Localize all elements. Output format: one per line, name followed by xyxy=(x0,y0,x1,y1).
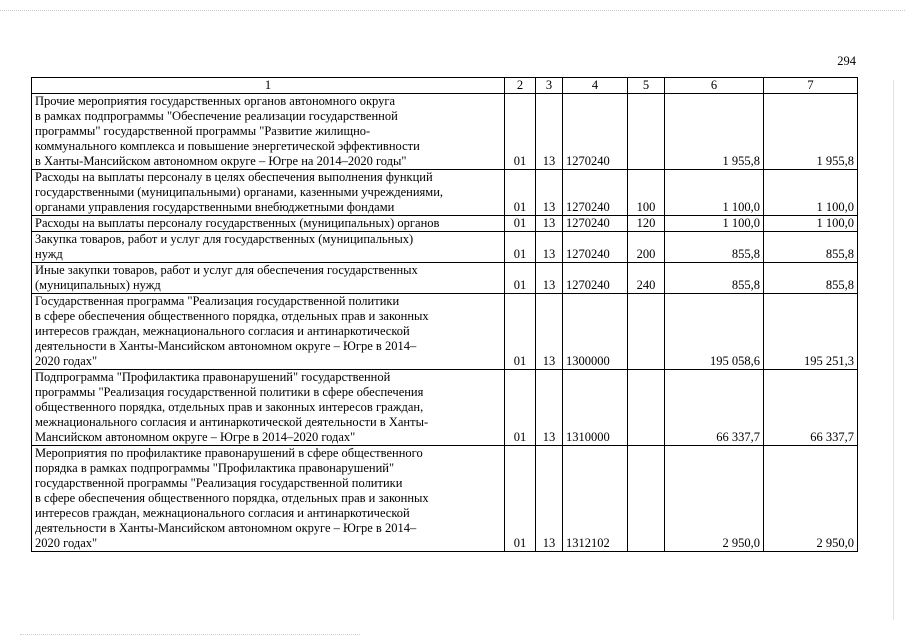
subsection-code: 13 xyxy=(536,216,563,232)
table-row xyxy=(32,94,858,170)
page-number: 294 xyxy=(837,54,856,68)
column-header-7: 7 xyxy=(764,78,858,94)
subsection-code: 13 xyxy=(536,370,563,446)
subsection-code: 13 xyxy=(536,294,563,370)
table-row xyxy=(32,294,858,370)
amount-column-7: 1 100,0 xyxy=(764,216,858,232)
target-article-code: 1300000 xyxy=(563,294,628,370)
column-header-5: 5 xyxy=(628,78,665,94)
scan-artifact-bottom-edge xyxy=(20,634,360,635)
expense-name: Подпрограмма "Профилактика правонарушений" государственной программы "Реализация государственной политики в сфере обеспечения общественного порядка, отдельных прав и законных интересов граждан, межнационального согласия и антинаркотической деятельности в Ханты- Мансийском автономном округе – Югре в 2014–2020 годах" xyxy=(32,370,505,446)
subsection-code: 13 xyxy=(536,94,563,170)
section-code: 01 xyxy=(505,170,536,216)
expense-name: Закупка товаров, работ и услуг для государственных (муниципальных) нужд xyxy=(32,232,505,263)
expense-name: Государственная программа "Реализация государственной политики в сфере обеспечения общественного порядка, отдельных прав и законных интересов граждан, межнационального согласия и антинаркотической деятельности в Ханты-Мансийском автономном округе – Югре в 2014– 2020 годах" xyxy=(32,294,505,370)
table-row xyxy=(32,232,858,263)
section-code: 01 xyxy=(505,446,536,552)
amount-column-7: 855,8 xyxy=(764,263,858,294)
amount-column-6: 1 100,0 xyxy=(665,170,764,216)
amount-column-6: 195 058,6 xyxy=(665,294,764,370)
amount-column-7: 855,8 xyxy=(764,232,858,263)
column-header-1: 1 xyxy=(32,78,505,94)
expense-type-code xyxy=(628,370,665,446)
expense-name: Мероприятия по профилактике правонарушений в сфере общественного порядка в рамках подпрограммы "Профилактика правонарушений" государственной программы "Реализация государственной политики в сфере обеспечения общественного порядка, отдельных прав и законных интересов граждан, межнационального согласия и антинаркотической деятельности в Ханты-Мансийском автономном округе – Югре в 2014– 2020 годах" xyxy=(32,446,505,552)
expense-type-code: 120 xyxy=(628,216,665,232)
expense-type-code xyxy=(628,294,665,370)
target-article-code: 1270240 xyxy=(563,170,628,216)
table-row xyxy=(32,370,858,446)
budget-table xyxy=(31,77,858,552)
subsection-code: 13 xyxy=(536,263,563,294)
column-header-4: 4 xyxy=(563,78,628,94)
amount-column-6: 855,8 xyxy=(665,263,764,294)
expense-type-code xyxy=(628,446,665,552)
amount-column-6: 1 955,8 xyxy=(665,94,764,170)
expense-type-code: 240 xyxy=(628,263,665,294)
amount-column-7: 2 950,0 xyxy=(764,446,858,552)
amount-column-6: 1 100,0 xyxy=(665,216,764,232)
scan-artifact-top-edge xyxy=(0,10,905,11)
table-row xyxy=(32,263,858,294)
table-row xyxy=(32,170,858,216)
column-header-3: 3 xyxy=(536,78,563,94)
amount-column-6: 66 337,7 xyxy=(665,370,764,446)
column-number-header-row xyxy=(32,78,858,94)
expense-name: Расходы на выплаты персоналу в целях обеспечения выполнения функций государственными (муниципальными) органами, казенными учреждениями, органами управления государственными внебюджетными фондами xyxy=(32,170,505,216)
amount-column-7: 1 955,8 xyxy=(764,94,858,170)
column-header-6: 6 xyxy=(665,78,764,94)
section-code: 01 xyxy=(505,263,536,294)
target-article-code: 1270240 xyxy=(563,216,628,232)
table-row xyxy=(32,446,858,552)
subsection-code: 13 xyxy=(536,446,563,552)
amount-column-7: 1 100,0 xyxy=(764,170,858,216)
scan-artifact-right-edge xyxy=(893,80,894,620)
table-row xyxy=(32,216,858,232)
section-code: 01 xyxy=(505,232,536,263)
target-article-code: 1270240 xyxy=(563,263,628,294)
section-code: 01 xyxy=(505,294,536,370)
section-code: 01 xyxy=(505,370,536,446)
expense-name: Иные закупки товаров, работ и услуг для обеспечения государственных (муниципальных) нужд xyxy=(32,263,505,294)
amount-column-6: 2 950,0 xyxy=(665,446,764,552)
expense-name: Расходы на выплаты персоналу государственных (муниципальных) органов xyxy=(32,216,505,232)
section-code: 01 xyxy=(505,94,536,170)
expense-name: Прочие мероприятия государственных органов автономного округа в рамках подпрограммы "Обеспечение реализации государственной программы" государственной программы "Развитие жилищно- коммунального комплекса и повышение энергетической эффективности в Ханты-Мансийском автономном округе – Югре на 2014–2020 годы" xyxy=(32,94,505,170)
target-article-code: 1312102 xyxy=(563,446,628,552)
expense-type-code: 100 xyxy=(628,170,665,216)
target-article-code: 1270240 xyxy=(563,94,628,170)
amount-column-6: 855,8 xyxy=(665,232,764,263)
section-code: 01 xyxy=(505,216,536,232)
subsection-code: 13 xyxy=(536,232,563,263)
amount-column-7: 195 251,3 xyxy=(764,294,858,370)
column-header-2: 2 xyxy=(505,78,536,94)
expense-type-code xyxy=(628,94,665,170)
expense-type-code: 200 xyxy=(628,232,665,263)
target-article-code: 1270240 xyxy=(563,232,628,263)
amount-column-7: 66 337,7 xyxy=(764,370,858,446)
subsection-code: 13 xyxy=(536,170,563,216)
target-article-code: 1310000 xyxy=(563,370,628,446)
